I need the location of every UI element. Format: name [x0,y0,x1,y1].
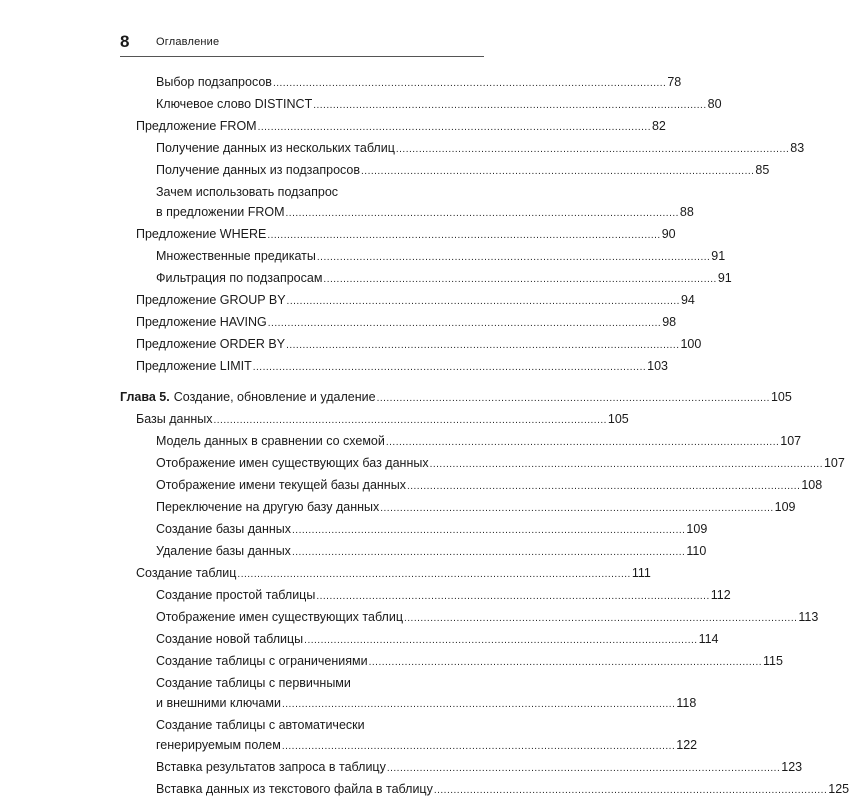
dot-leader: ........................................................................................................................ [380,503,774,514]
toc-entry [120,334,702,356]
toc-entry-title: Базы данных [136,412,213,426]
dot-leader: ........................................................................................................................ [272,78,667,89]
page-header [120,30,484,57]
toc-entry [120,160,770,182]
toc-entry [120,651,783,673]
toc-entry-page: 114 [698,632,719,646]
dot-leader: ........................................................................................................................ [406,481,801,492]
toc-entry-title: Отображение имени текущей базы данных [156,478,406,492]
dot-leader: ........................................................................................................................ [286,296,680,307]
toc-entry-page: 108 [801,478,823,492]
toc-entry [120,475,823,497]
toc-entry-title: Получение данных из нескольких таблиц [156,141,395,155]
toc-entry-page: 109 [774,500,796,514]
toc-entry-page: 109 [686,522,708,536]
toc-entry [120,246,726,268]
dot-leader: ........................................................................................................................ [291,547,686,558]
toc-entry-title: Создание простой таблицы [156,588,316,602]
dot-leader: ........................................................................................................................ [292,525,686,536]
running-title: Оглавление [156,36,220,48]
chapter-prefix: Глава 5. [120,390,170,404]
toc-entry-page: 115 [763,654,783,668]
toc-entry-title: Предложение GROUP BY [136,293,286,307]
toc-entry-title: Предложение FROM [136,119,257,133]
toc-entry-page: 107 [823,456,845,470]
toc-entry-title: Предложение LIMIT [136,359,252,373]
toc-entry-title: в предложении FROM [156,205,285,219]
toc-entry [120,541,707,563]
dot-leader: ........................................................................................................................ [281,741,676,752]
toc-entry-title: Ключевое слово DISTINCT [156,97,313,111]
dot-leader: ........................................................................................................................ [376,393,770,404]
toc-entry-page: 125 [828,782,849,796]
dot-leader: ........................................................................................................................ [395,144,790,155]
toc-entry-page: 110 [686,544,707,558]
dot-leader: ........................................................................................................................ [323,274,717,285]
toc-entry [120,563,651,585]
toc-entry [120,290,695,312]
chapter-title: Создание, обновление и удаление [173,390,376,404]
dot-leader: ........................................................................................................................ [368,657,763,668]
toc-entry [120,94,722,116]
dot-leader: ........................................................................................................................ [386,763,781,774]
toc-chapter-entry [120,387,792,409]
toc-entry-title: Предложение ORDER BY [136,337,286,351]
toc-entry-page: 122 [676,738,698,752]
toc-entry-title: Создание новой таблицы [156,632,304,646]
toc-entry [120,453,845,475]
toc-entry [120,409,629,431]
toc-entry-title: Создание таблиц [136,566,237,580]
toc-entry-page: 78 [667,75,682,89]
dot-leader: ........................................................................................................................ [429,459,823,470]
toc-entry-page: 103 [647,359,668,373]
toc-entry-page: 100 [680,337,702,351]
toc-entry-page: 80 [707,97,722,111]
toc-entry-title: генерируемым полем [156,738,281,752]
page-number: 8 [120,32,130,51]
toc-entry [120,431,802,453]
toc-entry-page: 98 [662,315,677,329]
toc-entry-title: Предложение HAVING [136,315,267,329]
toc-entry-title: Вставка данных из текстового файла в таблицу [156,782,433,796]
toc-entry [120,585,731,607]
dot-leader: ........................................................................................................................ [213,415,607,426]
toc-entry [120,268,732,290]
dot-leader: ........................................................................................................................ [281,699,676,710]
table-of-contents [120,72,849,801]
toc-entry-title: Предложение WHERE [136,227,267,241]
toc-entry-title: Создание базы данных [156,522,292,536]
dot-leader: ........................................................................................................................ [316,591,710,602]
toc-entry [120,519,708,541]
toc-entry [120,356,668,378]
toc-entry-title-line1: Создание таблицы с автоматически [156,718,365,732]
toc-entry-page: 88 [679,205,694,219]
toc-entry-page: 90 [661,227,676,241]
dot-leader: ........................................................................................................................ [267,318,662,329]
toc-entry-page: 105 [770,390,792,404]
dot-leader: ........................................................................................................................ [257,122,651,133]
dot-leader: ........................................................................................................................ [237,569,631,580]
toc-entry-page: 123 [781,760,803,774]
toc-entry-page: 91 [717,271,732,285]
toc-entry-page: 113 [798,610,819,624]
dot-leader: ........................................................................................................................ [267,230,661,241]
dot-leader: ........................................................................................................................ [385,437,780,448]
toc-entry-page: 94 [680,293,695,307]
toc-entry [120,116,666,138]
dot-leader: ........................................................................................................................ [313,100,707,111]
toc-entry [120,629,719,651]
toc-entry [120,497,796,519]
toc-entry-title: и внешними ключами [156,696,281,710]
dot-leader: ........................................................................................................................ [286,340,680,351]
toc-entry-page: 85 [755,163,770,177]
dot-leader: ........................................................................................................................ [433,785,828,796]
toc-entry-title: Модель данных в сравнении со схемой [156,434,385,448]
toc-entry-page: 82 [651,119,666,133]
dot-leader: ........................................................................................................................ [285,208,679,219]
toc-entry-page: 105 [607,412,629,426]
toc-entry-title: Получение данных из подзапросов [156,163,361,177]
dot-leader: ........................................................................................................................ [252,362,647,373]
toc-entry [120,757,803,779]
toc-entry-title-line1: Создание таблицы с первичными [156,676,351,690]
toc-entry [120,312,677,334]
toc-entry [120,673,697,715]
toc-entry [120,607,819,629]
toc-entry-page: 107 [780,434,802,448]
toc-entry-title: Переключение на другую базу данных [156,500,380,514]
dot-leader: ........................................................................................................................ [403,613,798,624]
toc-entry-title: Отображение имен существующих таблиц [156,610,403,624]
toc-entry [120,72,682,94]
toc-entry-page: 111 [631,566,651,580]
toc-entry-title: Фильтрация по подзапросам [156,271,323,285]
toc-entry-page: 83 [790,141,805,155]
toc-entry-title: Отображение имен существующих баз данных [156,456,429,470]
dot-leader: ........................................................................................................................ [316,252,711,263]
toc-entry-page: 91 [711,249,726,263]
toc-entry-page: 118 [676,696,697,710]
toc-entry-title: Создание таблицы с ограничениями [156,654,368,668]
toc-entry-title: Вставка результатов запроса в таблицу [156,760,386,774]
dot-leader: ........................................................................................................................ [361,166,755,177]
toc-entry-title: Удаление базы данных [156,544,291,558]
toc-entry-title: Выбор подзапросов [156,75,272,89]
dot-leader: ........................................................................................................................ [304,635,698,646]
toc-entry [120,182,694,224]
toc-entry [120,715,698,757]
toc-entry [120,779,849,801]
toc-entry [120,224,676,246]
toc-entry-title: Множественные предикаты [156,249,316,263]
toc-entry-title-line1: Зачем использовать подзапрос [156,185,339,199]
toc-entry-page: 112 [710,588,731,602]
toc-entry [120,138,805,160]
